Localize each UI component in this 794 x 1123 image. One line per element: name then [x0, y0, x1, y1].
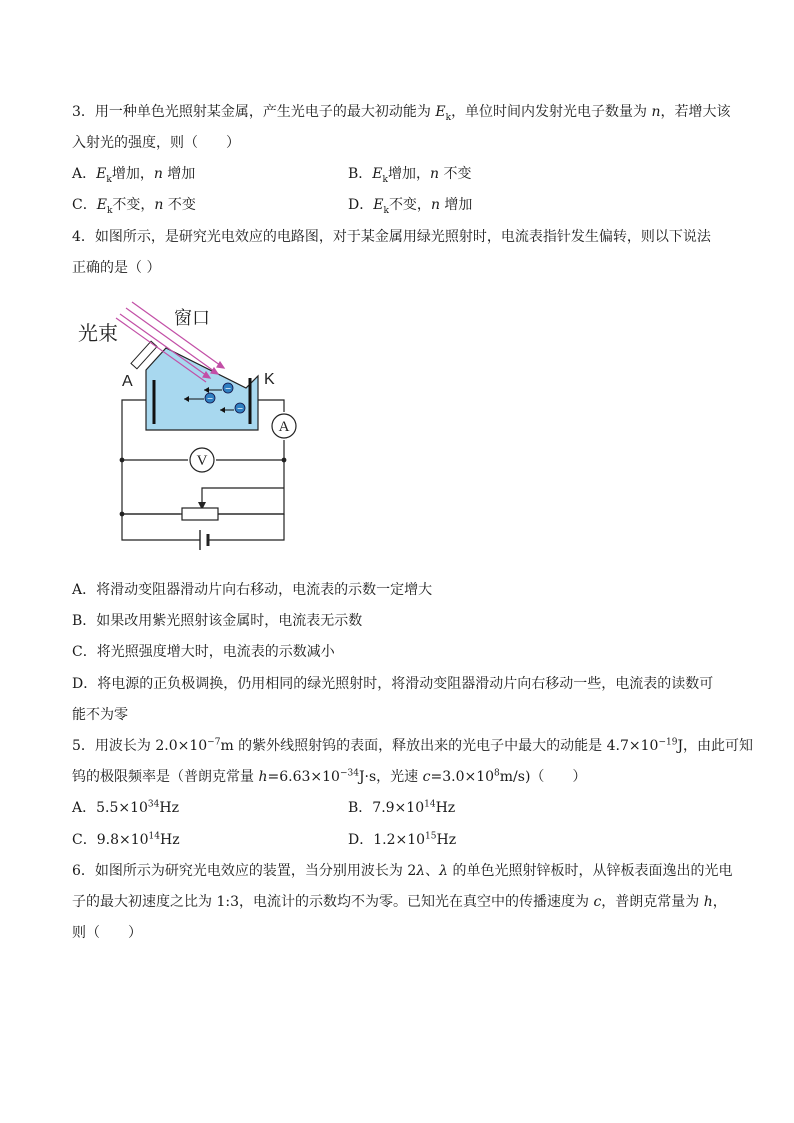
- electron-sign: −: [206, 394, 214, 403]
- rheostat: [182, 508, 218, 520]
- electron-sign: −: [224, 384, 232, 393]
- q4-option-d: D．将电源的正负极调换，仍用相同的绿光照射时，将滑动变阻器滑动片向右移动一些，电流表的读数可: [72, 676, 714, 692]
- q5-line-1: 5．用波长为 $2.0\times 10^{-7}m$ 的紫外线照射钨的表面，释放出来的光电子中最大的动能是 $4.7\times 10^{-19}J$，由此可知: [72, 737, 754, 754]
- q6-line-3: 则（ ）: [72, 925, 142, 941]
- q4-option-b: B．如果改用紫光照射该金属时，电流表无示数: [72, 613, 363, 629]
- photoelectric-circuit-figure: [70, 300, 300, 560]
- q3-option-d: D．$E_k$不变，n 增加: [348, 197, 473, 216]
- q5-option-c: C．$9.8\times 10^{14}Hz$: [72, 831, 180, 848]
- q5-line-2: 钨的极限频率是（普朗克常量 $h=6.63\times 10^{-34}J\cdot s$，光速 $c=3.0\times 10^8m/s$)（ ）: [72, 768, 587, 785]
- q3-option-a: A．$E_k$增加，n 增加: [72, 166, 196, 185]
- q6-line-1: 6．如图所示为研究光电效应的装置，当分别用波长为 2λ、λ 的单色光照射锌板时，从锌板表面逸出的光电: [72, 863, 733, 879]
- q5-option-b: B．$7.9\times 10^{14}Hz$: [348, 799, 456, 816]
- q3-line-2: 入射光的强度，则（ ）: [72, 135, 240, 151]
- q4-line-2: 正确的是（ ）: [72, 260, 161, 276]
- beam-label: 光束: [78, 323, 118, 345]
- electron-sign: −: [236, 404, 244, 413]
- q4-option-d-continued: 能不为零: [72, 707, 128, 723]
- ammeter-label: A: [278, 419, 290, 435]
- q3-line-1: 3．用一种单色光照射某金属，产生光电子的最大初动能为 $E_k$，单位时间内发射光电子数量为 n，若增大该: [72, 104, 731, 123]
- cathode-label: K: [264, 371, 275, 388]
- q5-option-a: A．$5.5\times 10^{34}Hz$: [72, 799, 179, 816]
- q3-option-c: C．$E_k$不变，n 不变: [72, 197, 196, 216]
- q4-option-c: C．将光照强度增大时，电流表的示数减小: [72, 644, 335, 660]
- photo-tube: [146, 348, 258, 430]
- q6-line-2: 子的最大初速度之比为 1:3，电流计的示数均不为零。已知光在真空中的传播速度为 c，普朗克常量为 h，: [72, 894, 727, 910]
- window-label: 窗口: [174, 308, 210, 328]
- voltmeter-label: V: [196, 453, 208, 469]
- q4-line-1: 4．如图所示，是研究光电效应的电路图，对于某金属用绿光照射时，电流表指针发生偏转，则以下说法: [72, 229, 711, 245]
- anode-label: A: [122, 373, 133, 390]
- q5-option-d: D．$1.2\times 10^{15}Hz$: [348, 831, 457, 848]
- q4-option-a: A．将滑动变阻器滑动片向右移动，电流表的示数一定增大: [72, 582, 433, 598]
- q3-option-b: B．$E_k$增加，n 不变: [348, 166, 472, 185]
